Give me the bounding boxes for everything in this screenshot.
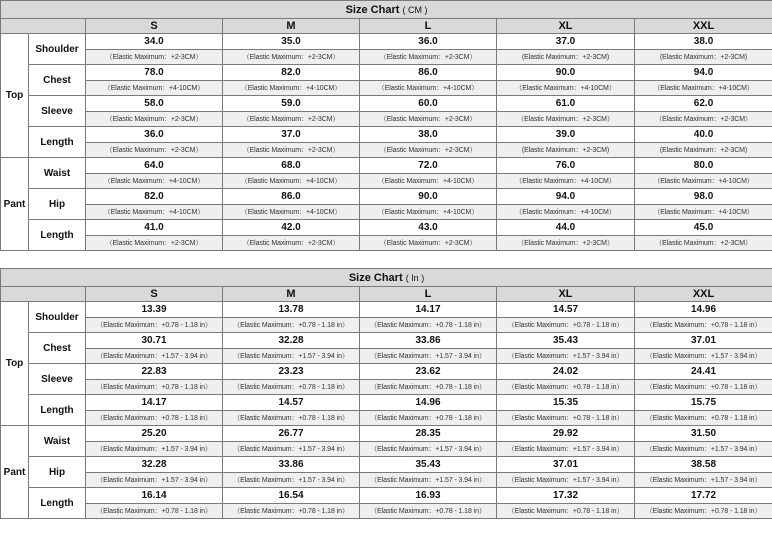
elastic-note: （Elastic Maximum：+0.78 - 1.18 in） [360, 411, 497, 426]
measurement-value: 45.0 [635, 220, 772, 236]
elastic-note: （Elastic Maximum：+0.78 - 1.18 in） [86, 504, 223, 519]
measurement-value: 14.17 [360, 302, 497, 318]
title-row [1, 1, 772, 19]
measurement-value-row [1, 426, 772, 442]
measurement-value: 35.0 [223, 34, 360, 50]
elastic-note: （Elastic Maximum：+0.78 - 1.18 in） [223, 411, 360, 426]
measurement-value: 29.92 [497, 426, 635, 442]
measurement-value: 43.0 [360, 220, 497, 236]
measurement-value-row [1, 189, 772, 205]
measurement-value: 90.0 [360, 189, 497, 205]
group-label-pant: Pant [1, 158, 29, 251]
size-header-l: L [360, 19, 497, 34]
group-label-top: Top [1, 302, 29, 426]
elastic-note: （Elastic Maximum：+1.57 - 3.94 in） [360, 349, 497, 364]
elastic-note: （Elastic Maximum：+1.57 - 3.94 in） [360, 442, 497, 457]
elastic-note: （Elastic Maximum：+2-3CM） [360, 112, 497, 127]
elastic-note: （Elastic Maximum：+0.78 - 1.18 in） [360, 318, 497, 333]
elastic-note-row [1, 349, 772, 364]
elastic-note-row [1, 442, 772, 457]
elastic-note: （Elastic Maximum：+4-10CM） [86, 81, 223, 96]
elastic-note: （Elastic Maximum：+2-3CM） [635, 112, 772, 127]
measurement-value-row [1, 457, 772, 473]
measurement-value: 38.0 [635, 34, 772, 50]
group-label-top: Top [1, 34, 29, 158]
elastic-note: （Elastic Maximum：+1.57 - 3.94 in） [635, 473, 772, 488]
size-table-body [1, 269, 772, 519]
measurement-value: 32.28 [86, 457, 223, 473]
elastic-note: （Elastic Maximum：+2-3CM） [497, 112, 635, 127]
measurement-value: 62.0 [635, 96, 772, 112]
measurement-value: 14.57 [223, 395, 360, 411]
chart-unit: ( In ) [405, 272, 425, 283]
elastic-note: （Elastic Maximum：+1.57 - 3.94 in） [223, 349, 360, 364]
measurement-value: 30.71 [86, 333, 223, 349]
size-header-m: M [223, 19, 360, 34]
measurement-value: 16.54 [223, 488, 360, 504]
measurement-value: 36.0 [86, 127, 223, 143]
measurement-value: 33.86 [360, 333, 497, 349]
elastic-note: （Elastic Maximum：+4-10CM） [223, 174, 360, 189]
elastic-note: （Elastic Maximum：+2-3CM） [86, 143, 223, 158]
part-label-length: Length [29, 127, 86, 158]
group-label-pant: Pant [1, 426, 29, 519]
part-label-shoulder: Shoulder [29, 34, 86, 65]
measurement-value: 14.17 [86, 395, 223, 411]
part-label-sleeve: Sleeve [29, 96, 86, 127]
elastic-note: （Elastic Maximum：+0.78 - 1.18 in） [223, 318, 360, 333]
elastic-note: （Elastic Maximum：+0.78 - 1.18 in） [635, 504, 772, 519]
measurement-value: 37.0 [223, 127, 360, 143]
elastic-note: （Elastic Maximum：+0.78 - 1.18 in） [497, 504, 635, 519]
measurement-value: 14.96 [635, 302, 772, 318]
measurement-value: 36.0 [360, 34, 497, 50]
size-header-xl: XL [497, 19, 635, 34]
elastic-note: （Elastic Maximum：+2-3CM） [223, 50, 360, 65]
elastic-note: （Elastic Maximum：+4-10CM） [360, 81, 497, 96]
elastic-note: （Elastic Maximum：+4-10CM） [635, 174, 772, 189]
measurement-value: 61.0 [497, 96, 635, 112]
elastic-note-row [1, 174, 772, 189]
measurement-value: 15.75 [635, 395, 772, 411]
elastic-note: （Elastic Maximum：+2-3CM） [360, 143, 497, 158]
measurement-value: 41.0 [86, 220, 223, 236]
measurement-value: 22.83 [86, 364, 223, 380]
part-label-waist: Waist [29, 426, 86, 457]
elastic-note-row [1, 205, 772, 220]
elastic-note: （Elastic Maximum：+4-10CM） [86, 205, 223, 220]
measurement-value-row [1, 364, 772, 380]
size-header-row [1, 19, 772, 34]
measurement-value: 32.28 [223, 333, 360, 349]
measurement-value: 13.78 [223, 302, 360, 318]
measurement-value-row [1, 65, 772, 81]
size-header-row [1, 287, 772, 302]
measurement-value: 58.0 [86, 96, 223, 112]
measurement-value: 39.0 [497, 127, 635, 143]
elastic-note: （Elastic Maximum：+4-10CM） [360, 205, 497, 220]
elastic-note-row [1, 380, 772, 395]
measurement-value-row [1, 395, 772, 411]
measurement-value: 42.0 [223, 220, 360, 236]
measurement-value: 35.43 [497, 333, 635, 349]
header-blank-cell [1, 287, 86, 302]
elastic-note: （Elastic Maximum：+4-10CM） [223, 81, 360, 96]
part-label-hip: Hip [29, 189, 86, 220]
elastic-note: (Elastic Maximum：+2-3CM) [635, 50, 772, 65]
chart-unit: ( CM ) [402, 4, 428, 15]
measurement-value: 90.0 [497, 65, 635, 81]
measurement-value: 64.0 [86, 158, 223, 174]
elastic-note: （Elastic Maximum：+1.57 - 3.94 in） [497, 349, 635, 364]
measurement-value: 23.23 [223, 364, 360, 380]
measurement-value: 86.0 [360, 65, 497, 81]
measurement-value: 72.0 [360, 158, 497, 174]
elastic-note: （Elastic Maximum：+2-3CM） [86, 112, 223, 127]
size-header-xxl: XXL [635, 19, 772, 34]
measurement-value: 80.0 [635, 158, 772, 174]
elastic-note: （Elastic Maximum：+1.57 - 3.94 in） [635, 349, 772, 364]
measurement-value: 82.0 [86, 189, 223, 205]
measurement-value: 25.20 [86, 426, 223, 442]
part-label-chest: Chest [29, 65, 86, 96]
size-header-s: S [86, 287, 223, 302]
chart-title [1, 1, 772, 19]
elastic-note: （Elastic Maximum：+4-10CM） [497, 174, 635, 189]
measurement-value: 98.0 [635, 189, 772, 205]
measurement-value: 59.0 [223, 96, 360, 112]
elastic-note: （Elastic Maximum：+1.57 - 3.94 in） [223, 473, 360, 488]
measurement-value: 33.86 [223, 457, 360, 473]
elastic-note: （Elastic Maximum：+4-10CM） [497, 205, 635, 220]
measurement-value: 37.01 [497, 457, 635, 473]
elastic-note-row [1, 81, 772, 96]
elastic-note: （Elastic Maximum：+0.78 - 1.18 in） [86, 411, 223, 426]
measurement-value: 16.14 [86, 488, 223, 504]
measurement-value: 82.0 [223, 65, 360, 81]
measurement-value-row [1, 220, 772, 236]
measurement-value: 23.62 [360, 364, 497, 380]
elastic-note: (Elastic Maximum：+2-3CM) [635, 143, 772, 158]
measurement-value: 38.58 [635, 457, 772, 473]
size-chart-in [0, 268, 772, 519]
elastic-note: （Elastic Maximum：+1.57 - 3.94 in） [86, 442, 223, 457]
size-table-in [0, 268, 772, 519]
elastic-note: （Elastic Maximum：+2-3CM） [86, 50, 223, 65]
part-label-chest: Chest [29, 333, 86, 364]
measurement-value: 78.0 [86, 65, 223, 81]
elastic-note: （Elastic Maximum：+2-3CM） [223, 236, 360, 251]
elastic-note: （Elastic Maximum：+4-10CM） [360, 174, 497, 189]
measurement-value: 24.02 [497, 364, 635, 380]
measurement-value: 35.43 [360, 457, 497, 473]
elastic-note: （Elastic Maximum：+1.57 - 3.94 in） [635, 442, 772, 457]
measurement-value: 16.93 [360, 488, 497, 504]
measurement-value: 14.96 [360, 395, 497, 411]
size-table-cm [0, 0, 772, 251]
elastic-note: （Elastic Maximum：+1.57 - 3.94 in） [497, 473, 635, 488]
measurement-value: 94.0 [497, 189, 635, 205]
elastic-note: （Elastic Maximum：+0.78 - 1.18 in） [223, 504, 360, 519]
measurement-value-row [1, 333, 772, 349]
elastic-note: （Elastic Maximum：+1.57 - 3.94 in） [86, 349, 223, 364]
elastic-note: （Elastic Maximum：+0.78 - 1.18 in） [360, 380, 497, 395]
elastic-note: （Elastic Maximum：+1.57 - 3.94 in） [360, 473, 497, 488]
elastic-note-row [1, 504, 772, 519]
part-label-waist: Waist [29, 158, 86, 189]
measurement-value: 17.72 [635, 488, 772, 504]
measurement-value: 76.0 [497, 158, 635, 174]
measurement-value: 60.0 [360, 96, 497, 112]
measurement-value: 40.0 [635, 127, 772, 143]
elastic-note: (Elastic Maximum：+2-3CM) [497, 50, 635, 65]
part-label-length: Length [29, 395, 86, 426]
size-table-body [1, 1, 772, 251]
elastic-note: （Elastic Maximum：+0.78 - 1.18 in） [635, 380, 772, 395]
size-header-xl: XL [497, 287, 635, 302]
measurement-value-row [1, 34, 772, 50]
elastic-note: （Elastic Maximum：+1.57 - 3.94 in） [497, 442, 635, 457]
elastic-note-row [1, 473, 772, 488]
size-chart-cm [0, 0, 772, 251]
elastic-note-row [1, 236, 772, 251]
elastic-note: （Elastic Maximum：+4-10CM） [635, 205, 772, 220]
measurement-value: 15.35 [497, 395, 635, 411]
elastic-note: （Elastic Maximum：+4-10CM） [86, 174, 223, 189]
elastic-note: （Elastic Maximum：+0.78 - 1.18 in） [497, 318, 635, 333]
part-label-length: Length [29, 488, 86, 519]
elastic-note: （Elastic Maximum：+4-10CM） [497, 81, 635, 96]
size-header-s: S [86, 19, 223, 34]
elastic-note-row [1, 318, 772, 333]
elastic-note: （Elastic Maximum：+2-3CM） [223, 112, 360, 127]
elastic-note: （Elastic Maximum：+2-3CM） [360, 50, 497, 65]
measurement-value-row [1, 96, 772, 112]
measurement-value: 68.0 [223, 158, 360, 174]
measurement-value-row [1, 158, 772, 174]
measurement-value-row [1, 488, 772, 504]
chart-title-text: Size Chart [345, 3, 400, 16]
measurement-value: 86.0 [223, 189, 360, 205]
elastic-note: （Elastic Maximum：+0.78 - 1.18 in） [360, 504, 497, 519]
elastic-note: （Elastic Maximum：+4-10CM） [635, 81, 772, 96]
elastic-note: （Elastic Maximum：+2-3CM） [635, 236, 772, 251]
measurement-value-row [1, 302, 772, 318]
part-label-length: Length [29, 220, 86, 251]
elastic-note: （Elastic Maximum：+0.78 - 1.18 in） [497, 411, 635, 426]
measurement-value: 28.35 [360, 426, 497, 442]
elastic-note: (Elastic Maximum：+2-3CM) [497, 143, 635, 158]
elastic-note: （Elastic Maximum：+2-3CM） [223, 143, 360, 158]
size-header-l: L [360, 287, 497, 302]
measurement-value: 38.0 [360, 127, 497, 143]
chart-title [1, 269, 772, 287]
part-label-sleeve: Sleeve [29, 364, 86, 395]
title-row [1, 269, 772, 287]
measurement-value: 94.0 [635, 65, 772, 81]
measurement-value-row [1, 127, 772, 143]
measurement-value: 37.0 [497, 34, 635, 50]
header-blank-cell [1, 19, 86, 34]
elastic-note: （Elastic Maximum：+2-3CM） [360, 236, 497, 251]
measurement-value: 34.0 [86, 34, 223, 50]
part-label-shoulder: Shoulder [29, 302, 86, 333]
measurement-value: 14.57 [497, 302, 635, 318]
elastic-note: （Elastic Maximum：+0.78 - 1.18 in） [497, 380, 635, 395]
elastic-note: （Elastic Maximum：+2-3CM） [497, 236, 635, 251]
elastic-note: （Elastic Maximum：+4-10CM） [223, 205, 360, 220]
chart-title-text: Size Chart [348, 271, 403, 284]
measurement-value: 37.01 [635, 333, 772, 349]
part-label-hip: Hip [29, 457, 86, 488]
measurement-value: 17.32 [497, 488, 635, 504]
elastic-note: （Elastic Maximum：+1.57 - 3.94 in） [86, 473, 223, 488]
elastic-note: （Elastic Maximum：+0.78 - 1.18 in） [635, 411, 772, 426]
measurement-value: 26.77 [223, 426, 360, 442]
measurement-value: 44.0 [497, 220, 635, 236]
elastic-note: （Elastic Maximum：+1.57 - 3.94 in） [223, 442, 360, 457]
elastic-note: （Elastic Maximum：+2-3CM） [86, 236, 223, 251]
elastic-note-row [1, 50, 772, 65]
elastic-note: （Elastic Maximum：+0.78 - 1.18 in） [223, 380, 360, 395]
elastic-note-row [1, 112, 772, 127]
measurement-value: 31.50 [635, 426, 772, 442]
elastic-note: （Elastic Maximum：+0.78 - 1.18 in） [86, 318, 223, 333]
size-header-m: M [223, 287, 360, 302]
elastic-note: （Elastic Maximum：+0.78 - 1.18 in） [86, 380, 223, 395]
size-header-xxl: XXL [635, 287, 772, 302]
elastic-note-row [1, 411, 772, 426]
measurement-value: 13.39 [86, 302, 223, 318]
measurement-value: 24.41 [635, 364, 772, 380]
elastic-note: （Elastic Maximum：+0.78 - 1.18 in） [635, 318, 772, 333]
elastic-note-row [1, 143, 772, 158]
